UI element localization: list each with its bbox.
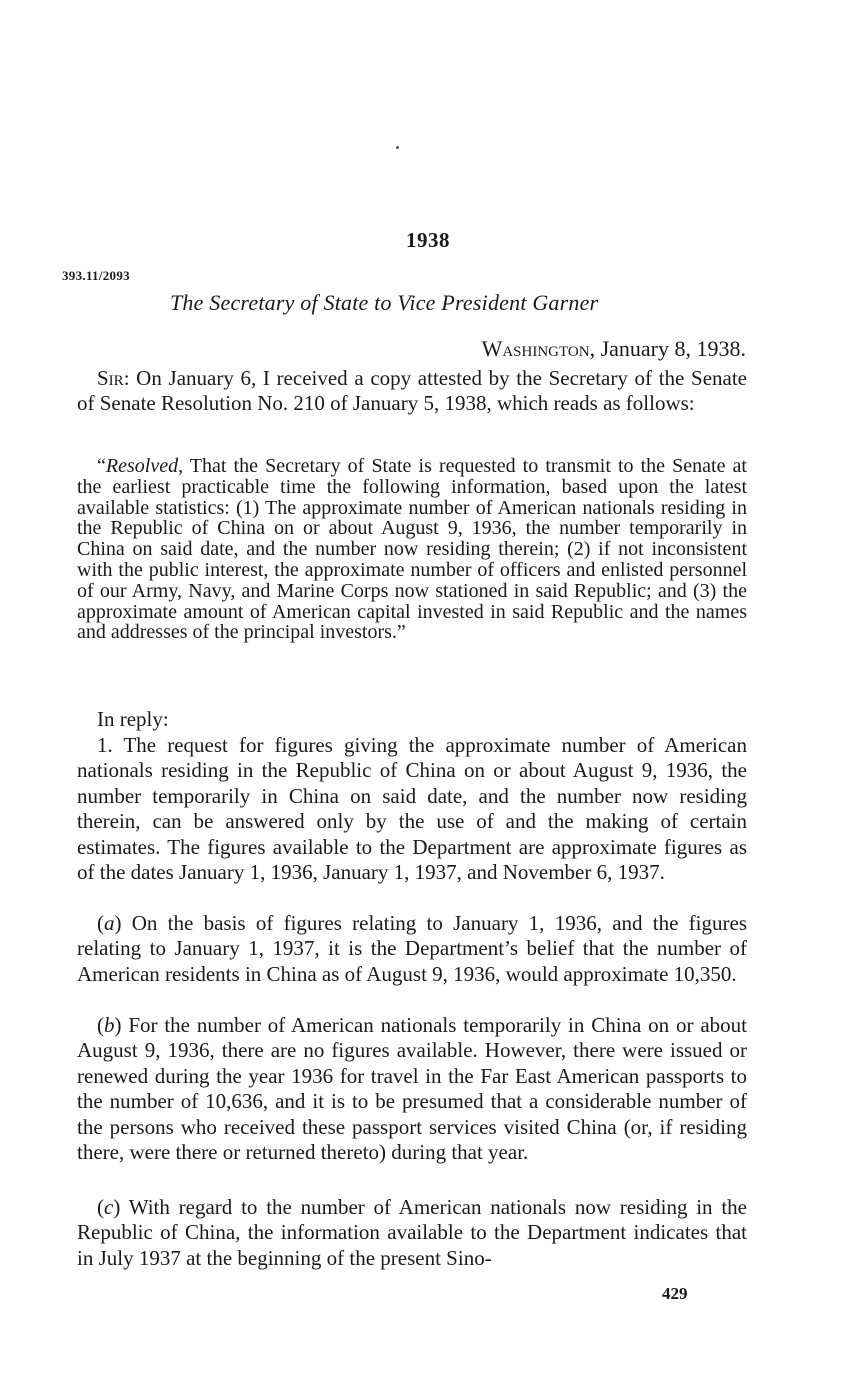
document-title: The Secretary of State to Vice President Garner xyxy=(170,290,599,315)
in-reply-line: In reply: xyxy=(97,707,169,731)
point-c-text: With regard to the number of American nationals now residing in the Republic of China, the information available to the Department indicates that in July 1937 at the beginning of the present Sino- xyxy=(77,1195,747,1270)
dateline-place: Washington, xyxy=(481,336,596,361)
point-a-label: a xyxy=(104,911,115,935)
dateline-date: January 8, 1938. xyxy=(600,336,746,361)
reply-point-a: (a) On the basis of figures relating to January 1, 1936, and the figures relating to January 1, 1937, it is the Department’s belief that the number of American residents in China as of August 9, 1936, would approximate 10,350. xyxy=(77,911,747,986)
salutation: Sir xyxy=(97,366,124,390)
point-b-label: b xyxy=(104,1013,115,1037)
point-a-text: On the basis of figures relating to January 1, 1936, and the figures relating to January 1, 1937, it is the Department’s belief that the number of American residents in China as of August 9, 1936, would approximate 10,350. xyxy=(77,911,747,986)
quote-resolved-word: Resolved xyxy=(105,455,179,477)
reply-point-b: (b) For the number of American nationals temporarily in China on or about August 9, 1936, there are no figures available. However, there were issued or renewed during the year 1936 for travel in the Far East American passports to the number of 10,636, and it is to be presumed that a considerable number of the persons who received these passport services visited China (or, if residing there, were there or returned thereto) during that year. xyxy=(77,1013,747,1165)
file-reference: 393.11/2093 xyxy=(62,268,130,283)
page-year-heading: 1938 xyxy=(406,228,450,252)
opening-paragraph xyxy=(77,366,747,417)
quote-text: , That the Secretary of State is requested to transmit to the Senate at the earliest practicable time the following information, based upon the latest available statistics: (1) The approximate number of American nationals residing in the Republic of China on or about August 9, 1936, the number temporarily in China on said date, and the number now residing therein; (2) if not inconsistent with the public interest, the approximate number of officers and enlisted personnel of our Army, Navy, and Marine Corps now stationed in said Republic; and (3) the approximate amount of American capital invested in said Republic and the names and addresses of the principal investors.” xyxy=(77,455,747,644)
reply-point-c: (c) With regard to the number of American nationals now residing in the Republic of China, the information available to the Department indicates that in July 1937 at the beginning of the present Sino- xyxy=(77,1195,747,1270)
reply-point-1: 1. The request for figures giving the approximate number of American nationals residing in the Republic of China on or about August 9, 1936, the number temporarily in China on said date, and the number now residing therein, can be answered only by the use of and the making of certain estimates. The figures available to the Department are approximate figures as of the dates January 1, 1936, January 1, 1937, and November 6, 1937. xyxy=(77,733,747,885)
print-speck xyxy=(396,146,399,149)
dateline xyxy=(482,336,746,362)
quote-open-mark: “ xyxy=(97,455,106,477)
resolution-quote xyxy=(77,456,747,643)
point-c-label: c xyxy=(104,1195,114,1219)
opening-text: : On January 6, I received a copy attested by the Secretary of the Senate of Senate Resolution No. 210 of January 5, 1938, which reads as follows: xyxy=(77,366,747,416)
page-number: 429 xyxy=(662,1284,688,1303)
point-b-text: For the number of American nationals temporarily in China on or about August 9, 1936, there are no figures available. However, there were issued or renewed during the year 1936 for travel in the Far East American passports to the number of 10,636, and it is to be presumed that a considerable number of the persons who received these passport services visited China (or, if residing there, were there or returned thereto) during that year. xyxy=(77,1013,747,1165)
